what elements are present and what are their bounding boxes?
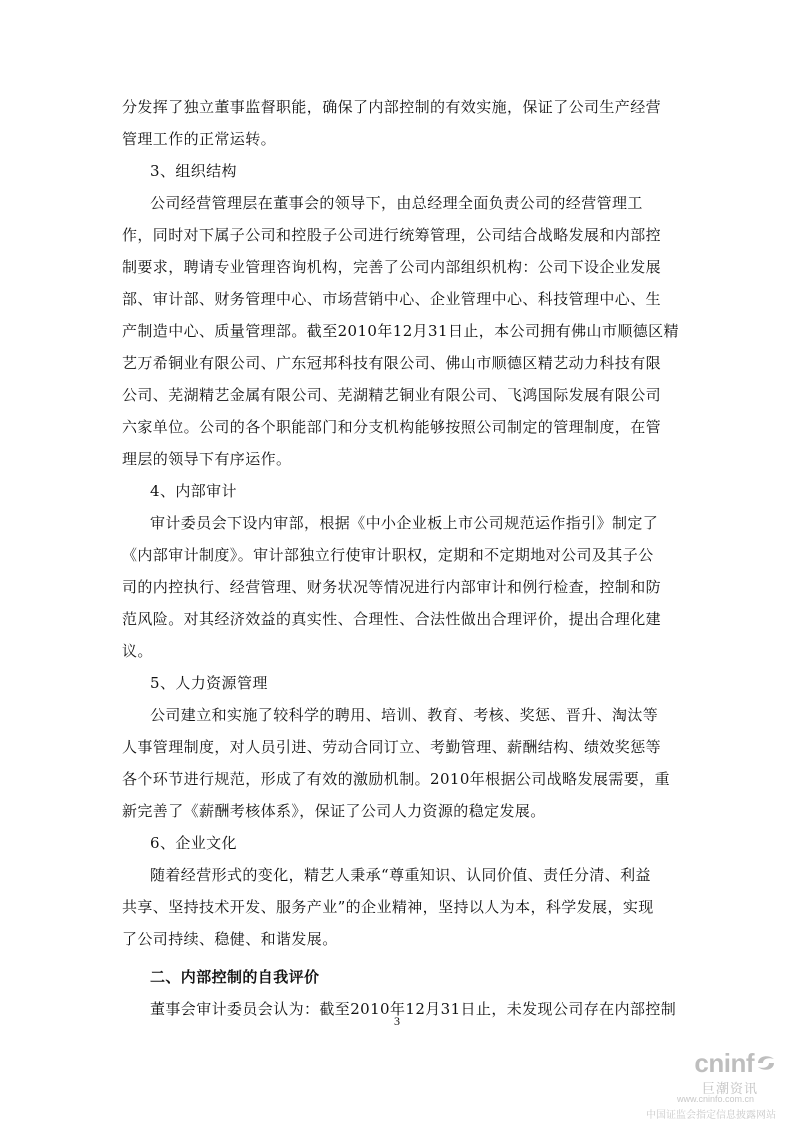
text-line: 管理工作的正常运转。 bbox=[122, 130, 277, 148]
text-line: 公司、芜湖精艺金属有限公司、芜湖精艺铜业有限公司、飞鸿国际发展有限公司 bbox=[122, 386, 662, 404]
text-line: 产制造中心、质量管理部。截至2010年12月31日止，本公司拥有佛山市顺德区精 bbox=[122, 322, 679, 340]
text-line: 公司经营管理层在董事会的领导下，由总经理全面负责公司的经营管理工 bbox=[150, 194, 643, 212]
text-line: 董事会审计委员会认为：截至2010年12月31日止，未发现公司存在内部控制 bbox=[150, 1000, 677, 1018]
text-line: 六家单位。公司的各个职能部门和分支机构能够按照公司制定的管理制度，在管 bbox=[122, 418, 662, 436]
text-line: 议。 bbox=[122, 642, 153, 660]
text-line: 理层的领导下有序运作。 bbox=[122, 450, 292, 468]
chapter-heading: 二、内部控制的自我评价 bbox=[150, 968, 320, 986]
text-line: 各个环节进行规范，形成了有效的激励机制。2010年根据公司战略发展需要，重 bbox=[122, 770, 670, 788]
cninfo-watermark bbox=[626, 1048, 776, 1121]
watermark-logo-text: cninf bbox=[694, 1048, 754, 1078]
text-line: 制要求，聘请专业管理咨询机构，完善了公司内部组织机构：公司下设企业发展 bbox=[122, 258, 662, 276]
section-heading: 4、内部审计 bbox=[150, 482, 237, 500]
text-line: 作，同时对下属子公司和控股子公司进行统筹管理，公司结合战略发展和内部控 bbox=[122, 226, 662, 244]
text-line: 司的内控执行、经营管理、财务状况等情况进行内部审计和例行检查，控制和防 bbox=[122, 578, 662, 596]
section-heading: 3、组织结构 bbox=[150, 162, 237, 180]
text-line: 《内部审计制度》。审计部独立行使审计职权，定期和不定期地对公司及其子公 bbox=[122, 546, 654, 564]
section-heading: 5、人力资源管理 bbox=[150, 674, 268, 692]
text-line: 了公司持续、稳健、和谐发展。 bbox=[122, 930, 338, 948]
watermark-url: www.cninfo.com.cn bbox=[676, 1094, 754, 1104]
text-line: 审计委员会下设内审部，根据《中小企业板上市公司规范运作指引》制定了 bbox=[150, 514, 659, 532]
text-line: 随着经营形式的变化，精艺人秉承“尊重知识、认同价值、责任分清、利益 bbox=[150, 866, 651, 884]
watermark-site-description: 中国证监会指定信息披露网站 bbox=[646, 1110, 776, 1121]
text-line: 新完善了《薪酬考核体系》，保证了公司人力资源的稳定发展。 bbox=[122, 802, 546, 820]
text-line: 部、审计部、财务管理中心、市场营销中心、企业管理中心、科技管理中心、生 bbox=[122, 290, 662, 308]
text-line: 人事管理制度，对人员引进、劳动合同订立、考勤管理、薪酬结构、绩效奖惩等 bbox=[122, 738, 662, 756]
text-line: 共享、坚持技术开发、服务产业”的企业精神，坚持以人为本，科学发展，实现 bbox=[122, 898, 654, 916]
text-line: 范风险。对其经济效益的真实性、合理性、合法性做出合理评价，提出合理化建 bbox=[122, 610, 662, 628]
section-heading: 6、企业文化 bbox=[150, 834, 237, 852]
text-line: 分发挥了独立董事监督职能，确保了内部控制的有效实施，保证了公司生产经营 bbox=[122, 98, 662, 116]
page-number: 3 bbox=[394, 1014, 400, 1028]
swirl-logo-icon bbox=[754, 1051, 778, 1075]
watermark-brand: 巨潮资讯 bbox=[701, 1082, 758, 1097]
text-line: 艺万希铜业有限公司、广东冠邦科技有限公司、佛山市顺德区精艺动力科技有限 bbox=[122, 354, 662, 372]
text-line: 公司建立和实施了较科学的聘用、培训、教育、考核、奖惩、晋升、淘汰等 bbox=[150, 706, 659, 724]
